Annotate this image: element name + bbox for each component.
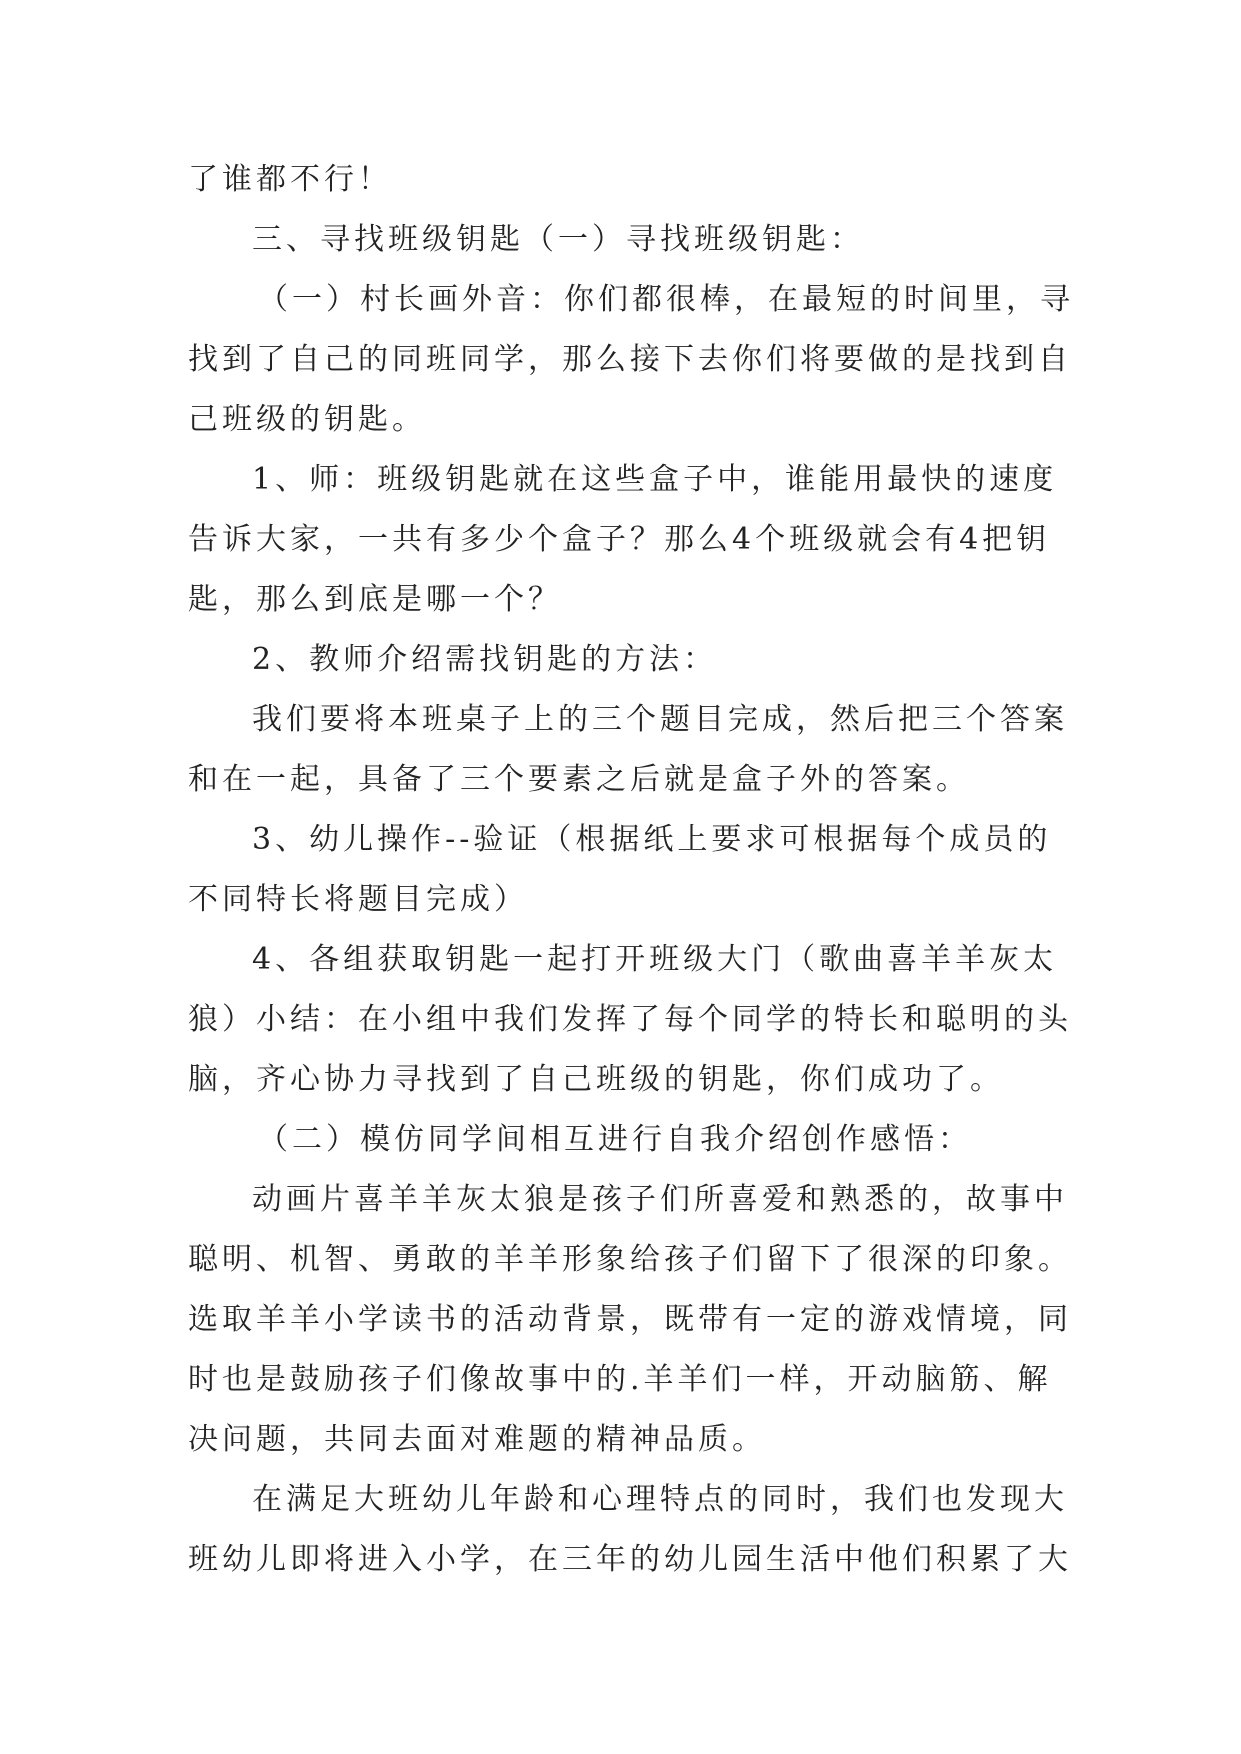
text-line: 狼）小结：在小组中我们发挥了每个同学的特长和聪明的头 <box>188 1002 1072 1037</box>
text-line: （一）村长画外音：你们都很棒，在最短的时间里，寻 <box>258 282 1074 317</box>
text-line: 和在一起，具备了三个要素之后就是盒子外的答案。 <box>188 762 970 797</box>
text-line: 聪明、机智、勇敢的羊羊形象给孩子们留下了很深的印象。 <box>188 1242 1072 1277</box>
text-line: 1、师：班级钥匙就在这些盒子中，谁能用最快的速度 <box>252 462 1058 497</box>
text-line: 己班级的钥匙。 <box>188 402 426 437</box>
text-line: 找到了自己的同班同学，那么接下去你们将要做的是找到自 <box>188 342 1072 377</box>
text-line: 决问题，共同去面对难题的精神品质。 <box>188 1422 766 1457</box>
text-line: 班幼儿即将进入小学，在三年的幼儿园生活中他们积累了大 <box>188 1542 1072 1577</box>
text-line: 脑，齐心协力寻找到了自己班级的钥匙，你们成功了。 <box>188 1062 1004 1097</box>
text-line: 3、幼儿操作--验证（根据纸上要求可根据每个成员的 <box>252 822 1052 857</box>
text-line: 时也是鼓励孩子们像故事中的.羊羊们一样，开动脑筋、解 <box>188 1362 1052 1397</box>
section-heading: 三、寻找班级钥匙（一）寻找班级钥匙： <box>252 222 864 257</box>
text-line: 告诉大家，一共有多少个盒子？那么4个班级就会有4把钥 <box>188 522 1051 557</box>
text-line: 2、教师介绍需找钥匙的方法： <box>252 642 718 677</box>
text-line: 我们要将本班桌子上的三个题目完成，然后把三个答案 <box>252 702 1068 737</box>
text-line: 动画片喜羊羊灰太狼是孩子们所喜爱和熟悉的，故事中 <box>252 1182 1068 1217</box>
text-line: 选取羊羊小学读书的活动背景，既带有一定的游戏情境，同 <box>188 1302 1072 1337</box>
text-line: 不同特长将题目完成） <box>188 882 528 917</box>
document-body <box>188 150 1074 1590</box>
text-line: 在满足大班幼儿年龄和心理特点的同时，我们也发现大 <box>252 1482 1068 1517</box>
text-line: 匙，那么到底是哪一个？ <box>188 582 562 617</box>
text-line: 4、各组获取钥匙一起打开班级大门（歌曲喜羊羊灰太 <box>252 942 1058 977</box>
text-line: 了谁都不行！ <box>188 162 392 197</box>
section-heading: （二）模仿同学间相互进行自我介绍创作感悟： <box>258 1122 972 1157</box>
